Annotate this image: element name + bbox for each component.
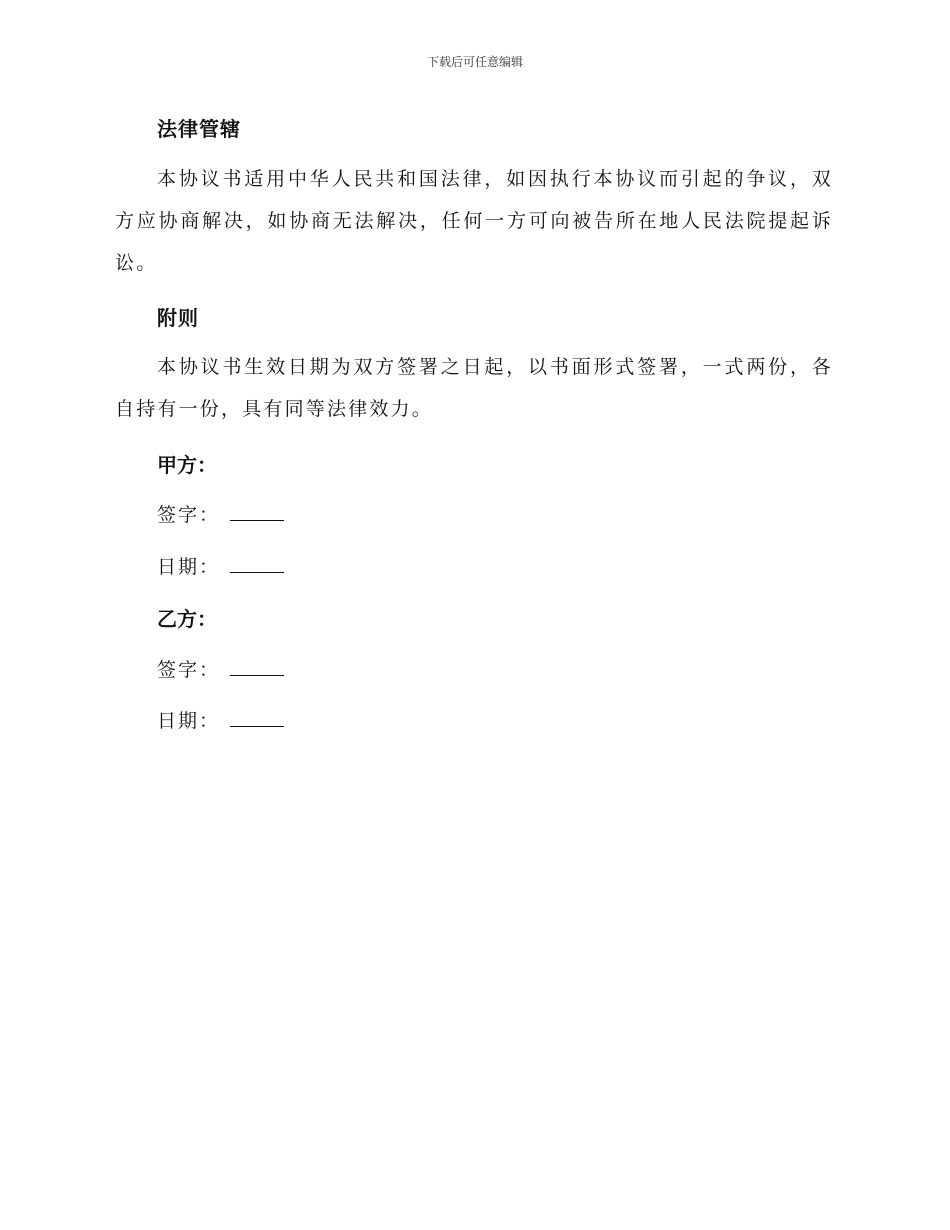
party-a-date-blank[interactable] [230, 558, 284, 573]
party-b-label: 乙方： [157, 607, 217, 631]
section-title-jurisdiction: 法律管辖 [157, 117, 241, 141]
party-a-signature-blank[interactable] [230, 506, 284, 521]
party-b-date-field [157, 706, 284, 733]
section-body-supplementary: 本协议书生效日期为双方签署之日起，以书面形式签署，一式两份，各自持有一份，具有同等法律效力。 [115, 356, 833, 420]
header-note: 下载后可任意编辑 [426, 55, 523, 69]
party-a-date-label: 日期： [157, 556, 221, 578]
party-b-date-label: 日期： [157, 710, 221, 732]
party-b-signature-field [157, 655, 284, 682]
section-body-jurisdiction: 本协议书适用中华人民共和国法律，如因执行本协议而引起的争议，双方应协商解决，如协商无法解决，任何一方可向被告所在地人民法院提起诉讼。 [115, 168, 833, 274]
party-b-signature-blank[interactable] [230, 661, 284, 676]
party-b-signature-label: 签字： [157, 659, 221, 681]
party-a-signature-field [157, 500, 284, 527]
party-a-signature-label: 签字： [157, 504, 221, 526]
party-a-date-field [157, 552, 284, 579]
section-title-supplementary: 附则 [157, 306, 199, 330]
party-b-date-blank[interactable] [230, 712, 284, 727]
party-a-label: 甲方： [157, 453, 217, 477]
